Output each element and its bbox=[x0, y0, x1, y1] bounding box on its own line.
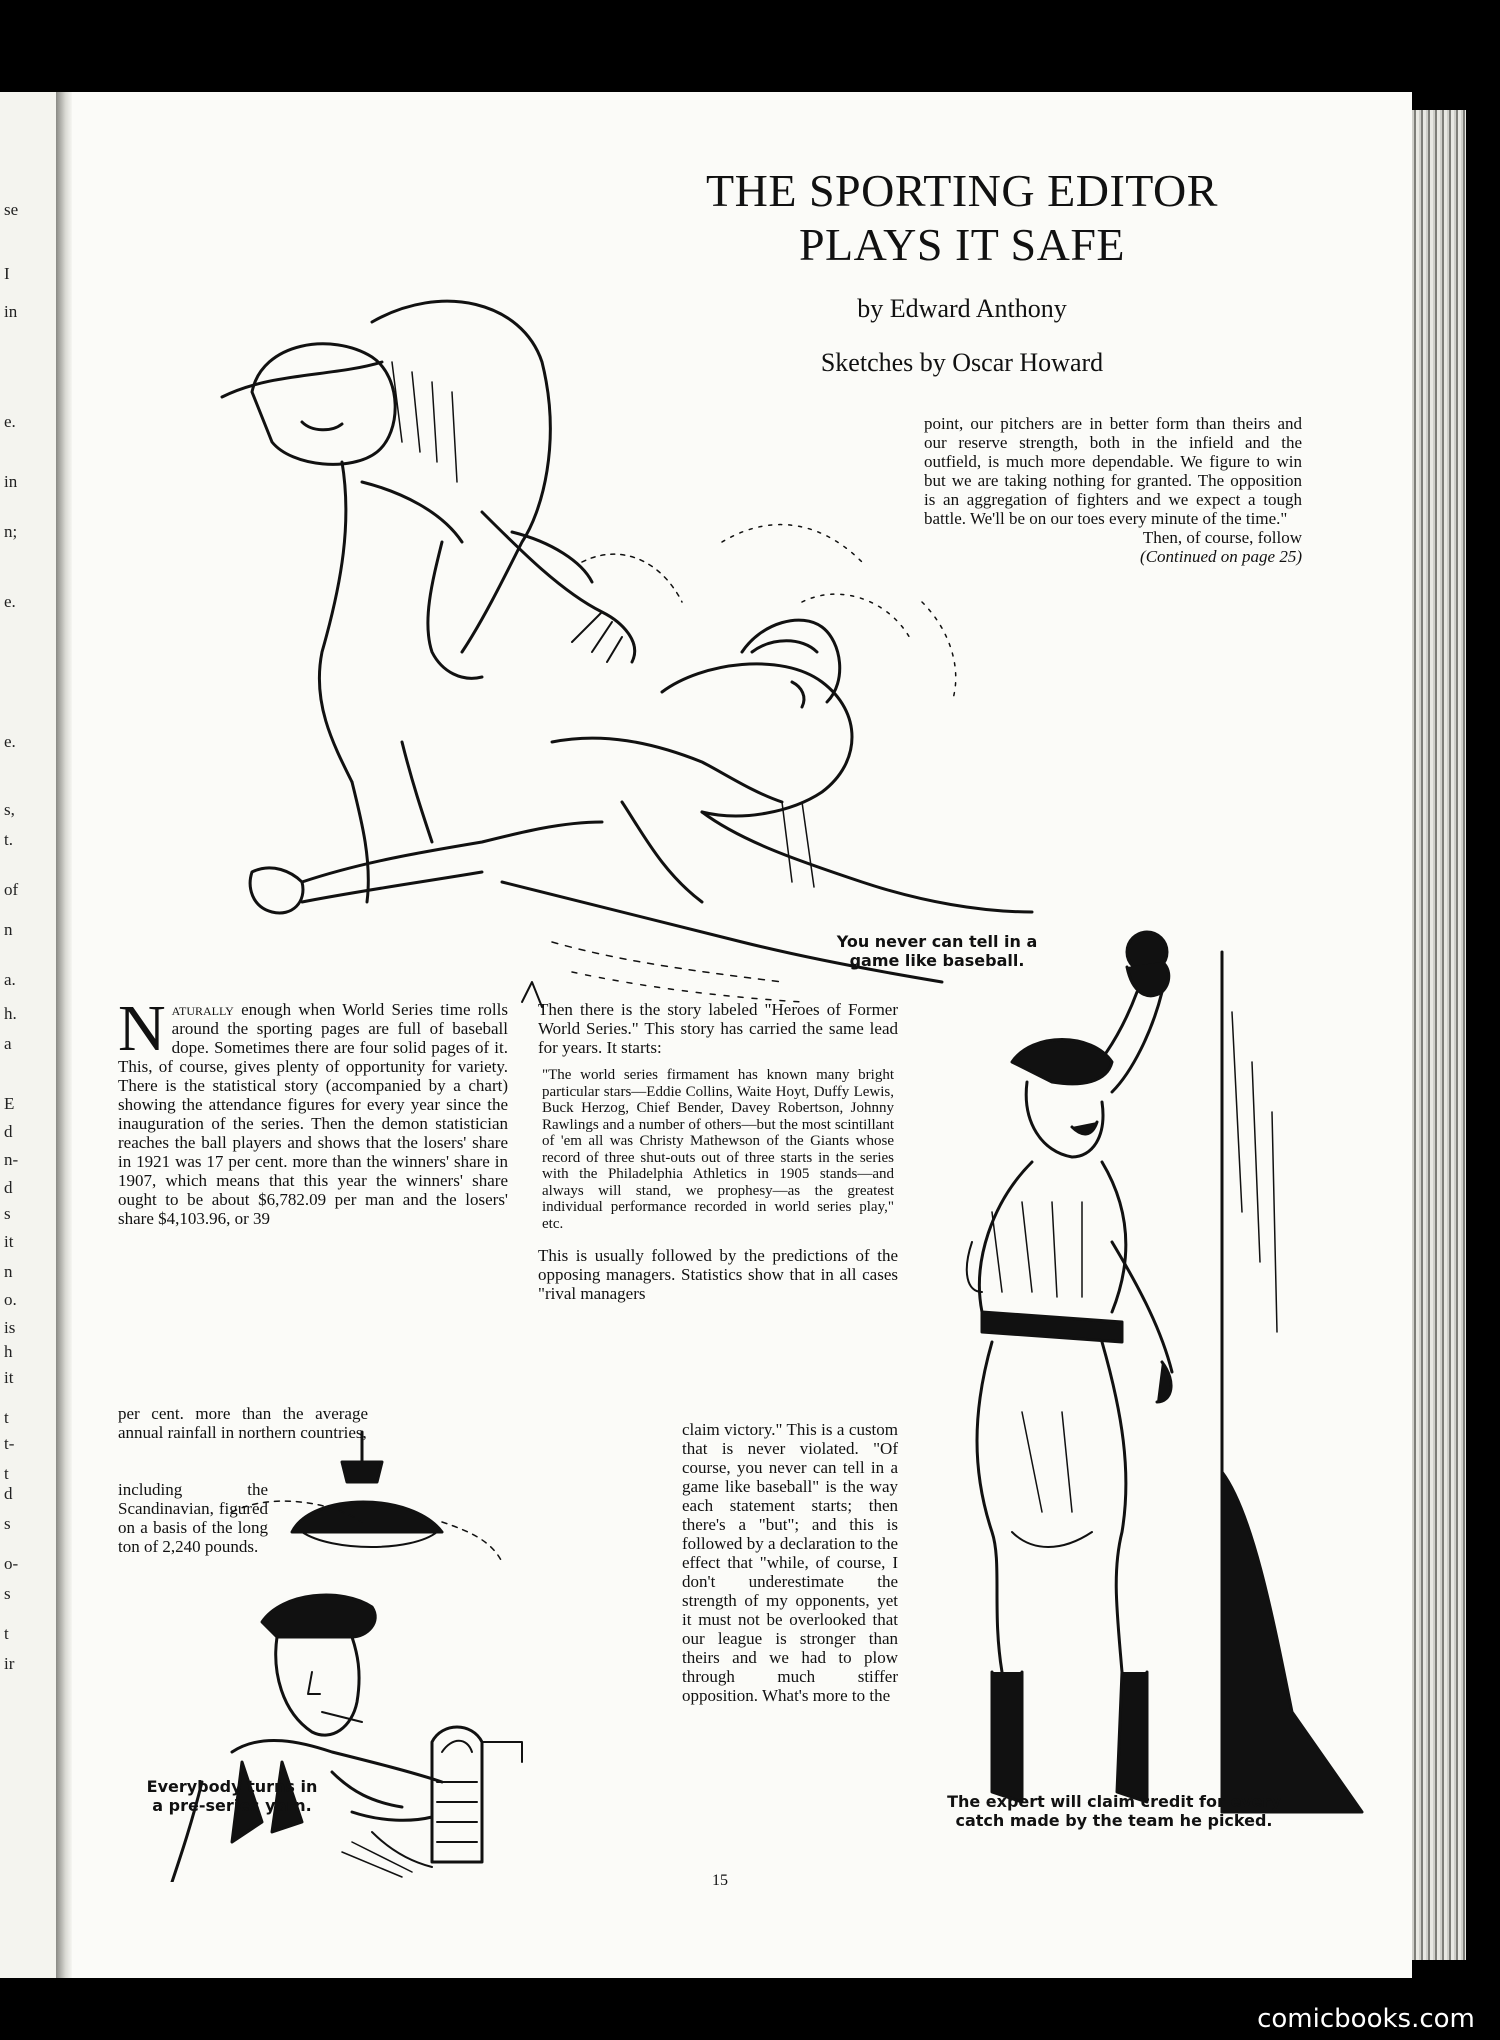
facing-page-text-fragment: n bbox=[4, 1262, 13, 1281]
page-edges bbox=[1412, 110, 1466, 1960]
continuation-paragraph: point, our pitchers are in better form than theirs and our reserve strength, both in the infield and the outfield, is much more dependable. We figure to win but we are taking nothing for granted. The opposition is an aggregation of fighters and we expect a tough battle. We'll be on our toes every minute of the time." bbox=[924, 414, 1302, 528]
column-1-narrow: per cent. more than the average annual rainfall in northern countries, bbox=[118, 1404, 368, 1442]
column-1-paragraph bbox=[118, 992, 508, 1228]
title-line-2: PLAYS IT SAFE bbox=[798, 219, 1126, 270]
illustration-fielder-catch bbox=[932, 912, 1372, 1842]
drop-cap: N bbox=[118, 992, 166, 1065]
facing-page-text-fragment: h. bbox=[4, 1004, 17, 1023]
facing-page-text-fragment: t bbox=[4, 1624, 9, 1643]
facing-page-text-fragment: e. bbox=[4, 592, 16, 611]
column-1 bbox=[118, 992, 508, 1228]
facing-page-text-fragment: e. bbox=[4, 412, 16, 431]
facing-page-text-fragment: t bbox=[4, 1464, 9, 1483]
facing-page-text-fragment: a. bbox=[4, 970, 16, 989]
facing-page-text-fragment: is bbox=[4, 1318, 16, 1337]
column-1-text: enough when World Series time rolls around the sporting pages are full of baseball dope. Sometimes there are four solid pages of it. This, of course, gives plenty of opportunity for variety. There is the statistical story (accompanied by a chart) showing the attendance figures for every year since the inauguration of the series. Then the demon statistician reaches the ball players and shows that the losers' share in 1921 was 17 per cent. more than the winners' share in 1907, which means that this year the winners' share ought to be about $6,782.09 per man and the losers' share $4,103.96, or 39 bbox=[118, 1000, 508, 1228]
facing-page-text-fragment: E bbox=[4, 1094, 15, 1113]
right-background bbox=[1466, 90, 1500, 1980]
facing-page-text-fragment: n- bbox=[4, 1150, 19, 1169]
facing-page-text-fragment: s, bbox=[4, 800, 15, 819]
facing-page-text-fragment: n; bbox=[4, 522, 18, 541]
column-2 bbox=[538, 1000, 898, 1303]
byline: by Edward Anthony bbox=[857, 294, 1067, 323]
column-2-quote: "The world series firmament has known many bright particular stars—Eddie Collins, Waite Hoyt, Duffy Lewis, Buck Herzog, Chief Bender, Davey Robertson, Johnny Rawlings and a number of others—but the most scintillant of 'em all was Christy Mathewson of the Giants whose record of three shut-outs out of three starts in the series with the Philadelphia Athletics in 1905 stands—and always will stand, we prophesy—as the greatest individual performance recorded in world series play," etc. bbox=[542, 1067, 894, 1232]
caption-top: You never can tell in a game like baseball. bbox=[836, 932, 1038, 970]
binding-gutter bbox=[56, 92, 72, 1978]
caption-right: The expert will claim credit for every catch made by the team he picked. bbox=[947, 1792, 1281, 1830]
facing-page-text-fragment: of bbox=[4, 880, 19, 899]
facing-page-text-fragment: s bbox=[4, 1584, 11, 1603]
facing-page-text-fragment: o- bbox=[4, 1554, 19, 1573]
facing-page-text-fragment: d bbox=[4, 1484, 13, 1503]
facing-page-text-fragment: o. bbox=[4, 1290, 17, 1309]
continued-note: (Continued on page 25) bbox=[1140, 547, 1302, 566]
facing-page-text-fragment: it bbox=[4, 1368, 14, 1387]
facing-page-text-fragment: t bbox=[4, 1408, 9, 1427]
facing-page-text-fragment: in bbox=[4, 472, 18, 491]
facing-page-text-fragment: s bbox=[4, 1204, 11, 1223]
magazine-page bbox=[72, 92, 1412, 1978]
title-line-1: THE SPORTING EDITOR bbox=[706, 165, 1218, 216]
facing-page-text-fragment: n bbox=[4, 920, 13, 939]
facing-page-text-fragment: ir bbox=[4, 1654, 15, 1673]
facing-page-text-fragment: h bbox=[4, 1342, 13, 1361]
sketch-credit: Sketches by Oscar Howard bbox=[820, 348, 1104, 377]
facing-page-text-fragment: d bbox=[4, 1178, 13, 1197]
site-watermark: comicbooks.com bbox=[1232, 1998, 1500, 2040]
facing-page-text-fragment: se bbox=[4, 200, 19, 219]
facing-page-text-fragment: t- bbox=[4, 1434, 15, 1453]
right-top-text bbox=[924, 414, 1302, 566]
facing-page-text-fragment: in bbox=[4, 302, 18, 321]
facing-page-text-fragment: d bbox=[4, 1122, 13, 1141]
then-line: Then, of course, follow bbox=[1142, 528, 1302, 547]
facing-page-text-fragment: e. bbox=[4, 732, 16, 751]
column-1-narrower: including the Scandinavian, figured on a basis of the long ton of 2,240 pounds. bbox=[118, 1480, 268, 1556]
column-2-para-1: Then there is the story labeled "Heroes of Former World Series." This story has carried the same lead for years. It starts: bbox=[538, 1000, 898, 1057]
facing-page-text-fragment: t. bbox=[4, 830, 13, 849]
facing-page-text-fragment: it bbox=[4, 1232, 14, 1251]
opening-smallcaps: aturally bbox=[171, 1000, 234, 1019]
column-2-para-2: This is usually followed by the predictions of the opposing managers. Statistics show that in all cases "rival managers bbox=[538, 1246, 898, 1303]
facing-page-fragment bbox=[0, 92, 62, 1978]
column-2-narrow: claim victory." This is a custom that is never violated. "Of course, you never can tell in a game like baseball" is the way each statement starts; then there's a "but"; and this is followed by a declaration to the effect that "while, of course, I don't underestimate the strength of my opponents, yet it must not be overlooked that our league is stronger than theirs and we had to plow through much stiffer opposition. What's more to the bbox=[682, 1420, 898, 1705]
page-number: 15 bbox=[712, 1872, 728, 1889]
caption-left: Everybody turns in a pre-series yarn. bbox=[146, 1777, 318, 1815]
facing-page-text-fragment: a bbox=[4, 1034, 12, 1053]
facing-page-text-fragment: s bbox=[4, 1514, 11, 1533]
facing-page-text-fragment: I bbox=[4, 264, 10, 283]
